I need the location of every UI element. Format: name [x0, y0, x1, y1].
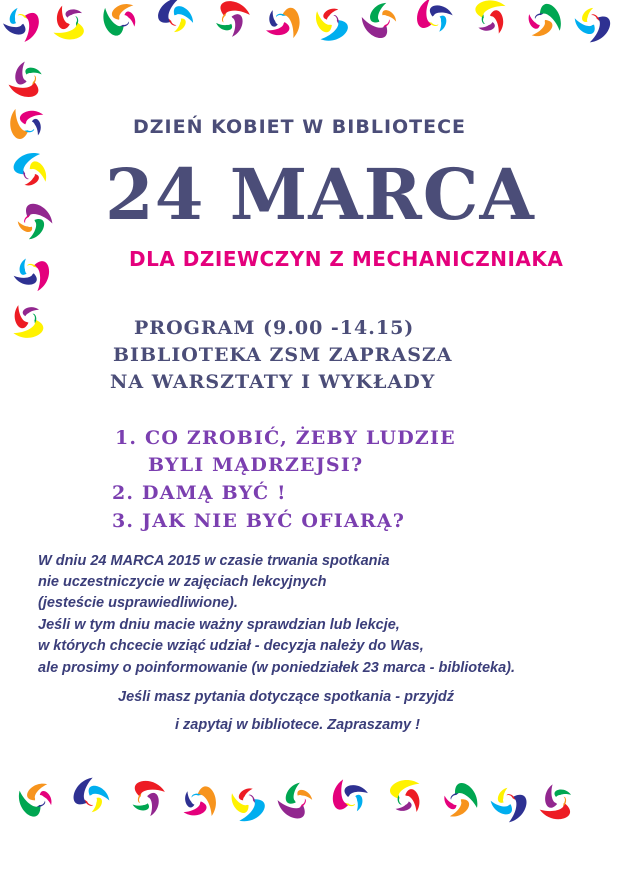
- swirl-ornament: [481, 773, 535, 827]
- swirl-ornament: [13, 773, 67, 827]
- swirl-ornament: [377, 773, 431, 827]
- program-hours: PROGRAM (9.00 -14.15): [134, 317, 415, 339]
- notice-line-2: nie uczestniczycie w zajęciach lekcyjnych: [38, 574, 327, 590]
- swirl-ornament: [253, 0, 307, 47]
- swirl-ornament: [201, 0, 255, 47]
- swirl-ornament: [513, 0, 567, 47]
- swirl-ornament: [565, 0, 619, 47]
- topic-1-line-2: BYLI MĄDRZEJSI?: [148, 454, 364, 476]
- event-audience: DLA DZIEWCZYN Z MECHANICZNIAKA: [129, 247, 564, 271]
- topic-2: 2. DAMĄ BYĆ !: [112, 482, 287, 504]
- event-title: DZIEŃ KOBIET W BIBLIOTECE: [133, 116, 467, 138]
- swirl-ornament: [221, 773, 275, 827]
- notice-line-5: w których chcecie wziąć udział - decyzja należy do Was,: [38, 638, 424, 654]
- notice-line-8: i zapytaj w bibliotece. Zapraszamy !: [175, 717, 420, 733]
- swirl-ornament: [325, 773, 379, 827]
- swirl-ornament: [3, 51, 57, 105]
- swirl-ornament: [3, 291, 57, 345]
- swirl-ornament: [97, 0, 151, 47]
- swirl-center: [15, 15, 25, 25]
- notice-line-7: Jeśli masz pytania dotyczące spotkania - przyjdź: [118, 689, 455, 705]
- swirl-ornament: [409, 0, 463, 47]
- topic-1-line-1: 1. CO ZROBIĆ, ŻEBY LUDZIE: [115, 427, 456, 449]
- swirl-ornament: [169, 773, 223, 827]
- swirl-ornament: [3, 195, 57, 249]
- swirl-ornament: [357, 0, 411, 47]
- swirl-ornament: [45, 0, 99, 47]
- notice-line-1: W dniu 24 MARCA 2015 w czasie trwania spotkania: [38, 553, 390, 569]
- swirl-ornament: [117, 773, 171, 827]
- swirl-ornament: [273, 773, 327, 827]
- swirl-ornament: [0, 0, 47, 47]
- event-date: 24 MARCA: [105, 153, 535, 236]
- swirl-ornament: [3, 243, 57, 297]
- swirl-ornament: [461, 0, 515, 47]
- notice-line-3: (jesteście usprawiedliwione).: [38, 595, 238, 611]
- swirl-ornament: [149, 0, 203, 47]
- swirl-ornament: [3, 147, 57, 201]
- notice-line-6: ale prosimy o poinformowanie (w poniedziałek 23 marca - biblioteka).: [38, 660, 515, 676]
- notice-line-4: Jeśli w tym dniu macie ważny sprawdzian lub lekcje,: [38, 617, 400, 633]
- swirl-ornament: [533, 773, 587, 827]
- topic-3: 3. JAK NIE BYĆ OFIARĄ?: [112, 510, 406, 532]
- program-invitation: BIBLIOTEKA ZSM ZAPRASZA: [113, 344, 453, 366]
- program-description: NA WARSZTATY I WYKŁADY: [110, 371, 436, 393]
- swirl-ornament: [429, 773, 483, 827]
- swirl-ornament: [65, 773, 119, 827]
- swirl-ornament: [3, 99, 57, 153]
- swirl-ornament: [305, 0, 359, 47]
- swirl-petal: [539, 798, 572, 823]
